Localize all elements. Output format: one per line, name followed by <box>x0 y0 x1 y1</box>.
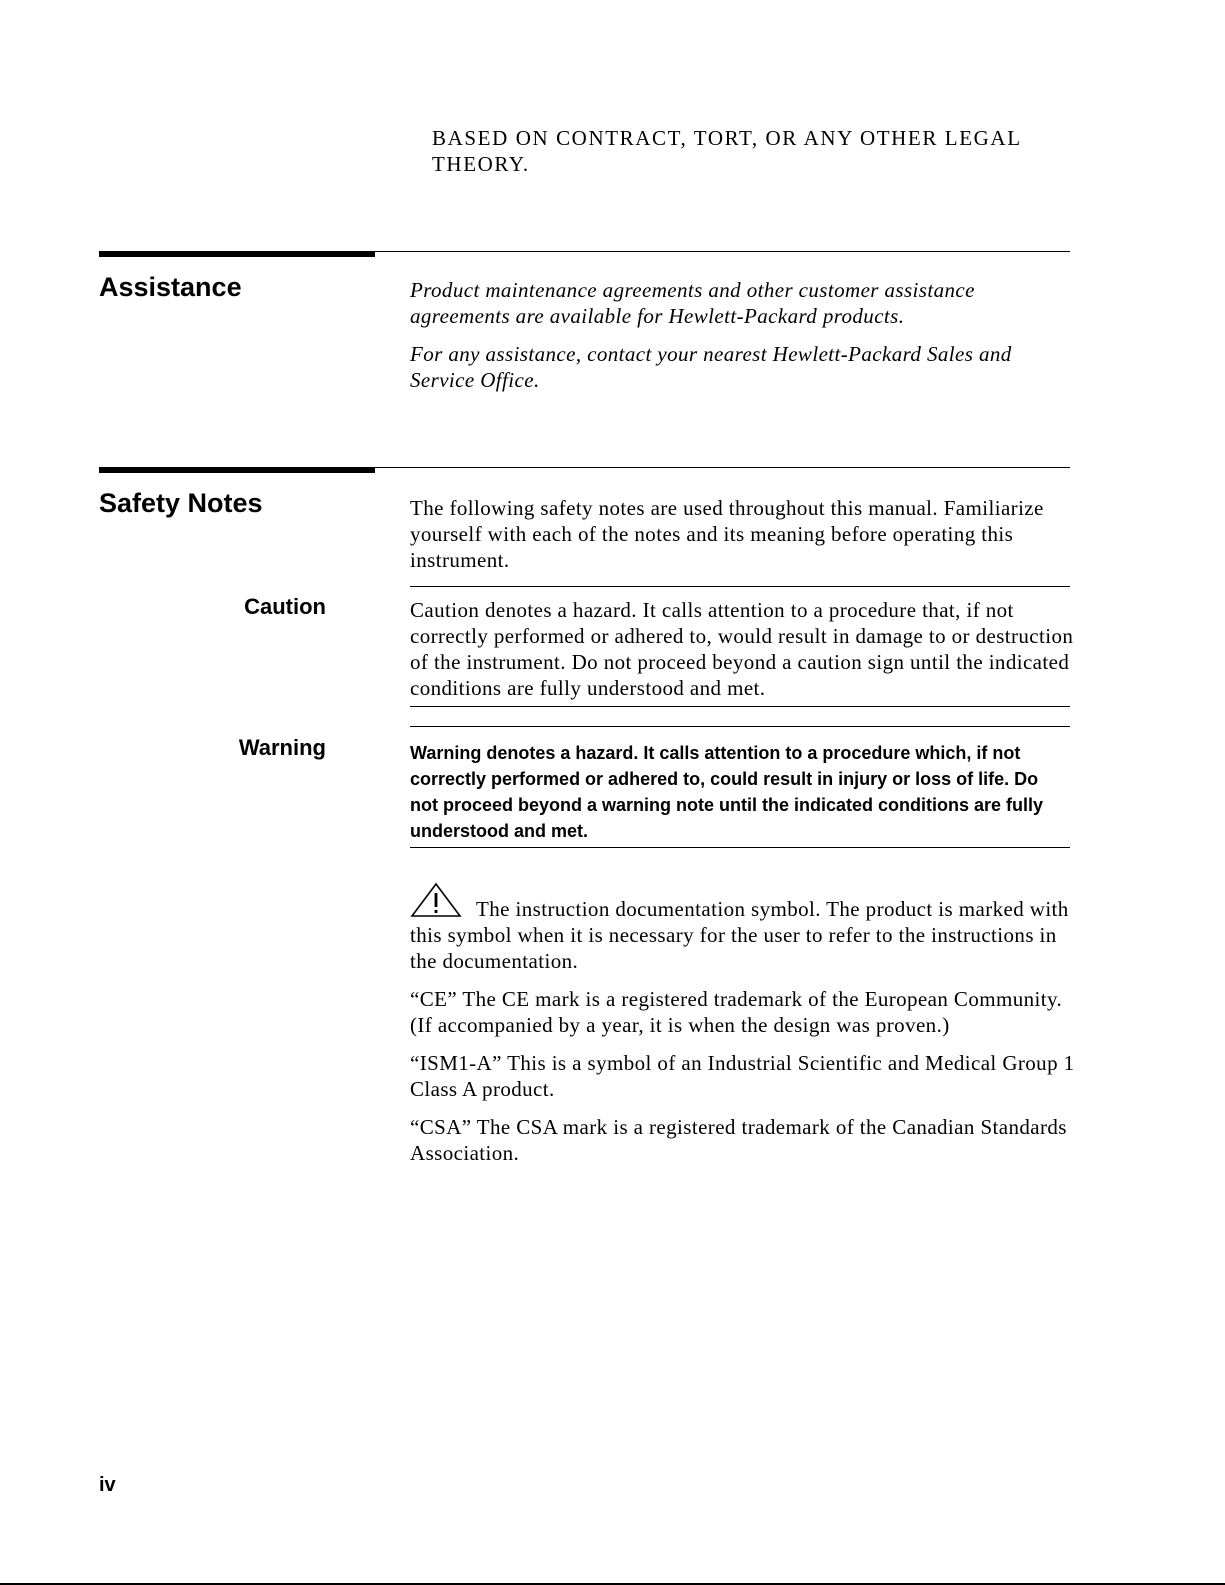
csa-mark-paragraph: “CSA” The CSA mark is a registered trademark of the Canadian Standards Association. <box>410 1115 1067 1165</box>
instruction-symbol-paragraph <box>410 882 1080 974</box>
ism-mark-paragraph: “ISM1-A” This is a symbol of an Industrial Scientific and Medical Group 1 Class A product. <box>410 1051 1075 1101</box>
safety-notes-intro: The following safety notes are used throughout this manual. Familiarize yourself with each of the notes and its meaning before operating this instrument. <box>410 496 1044 572</box>
caution-text: Caution denotes a hazard. It calls attention to a procedure that, if not correctly performed or adhered to, would result in damage to or destruction of the instrument. Do not proceed beyond a caution sign until the indicated conditions are fully understood and met. <box>410 598 1074 700</box>
legal-line-1: BASED ON CONTRACT, TORT, OR ANY OTHER LEGAL <box>432 126 1022 150</box>
safety-notes-heading: Safety Notes <box>99 488 263 518</box>
warning-rule-bottom <box>410 847 1070 848</box>
caution-rule-top <box>410 586 1070 587</box>
warning-rule-top <box>410 726 1070 727</box>
warning-text: Warning denotes a hazard. It calls attention to a procedure which, if not correctly performed or adhered to, could result in injury or loss of life. Do not proceed beyond a warning note until the indicated conditions are fully understood and met. <box>410 743 1044 841</box>
legal-line-2: THEORY. <box>432 152 530 176</box>
assistance-section-rule-thick <box>99 251 375 257</box>
page-number: iv <box>99 1474 116 1496</box>
warning-triangle-icon <box>410 882 462 918</box>
safety-section-rule-thick <box>99 467 375 473</box>
assistance-paragraph-2: For any assistance, contact your nearest Hewlett-Packard Sales and Service Office. <box>410 342 1012 392</box>
assistance-paragraph-1: Product maintenance agreements and other customer assistance agreements are available for Hewlett-Packard products. <box>410 278 975 328</box>
warning-label: Warning <box>238 735 326 760</box>
assistance-heading: Assistance <box>99 272 242 302</box>
legal-disclaimer-tail <box>432 125 1072 177</box>
caution-label: Caution <box>244 594 326 619</box>
assistance-body <box>410 277 1070 393</box>
ce-mark-paragraph: “CE” The CE mark is a registered trademark of the European Community. (If accompanied by a year, it is when the design was proven.) <box>410 987 1063 1037</box>
instruction-symbol-text: The instruction documentation symbol. The product is marked with this symbol when it is necessary for the user to refer to the instructions in the documentation. <box>410 897 1069 973</box>
symbols-explanations <box>410 882 1080 1166</box>
safety-section-rule-thin <box>375 467 1070 468</box>
assistance-section-rule-thin <box>375 251 1070 252</box>
caution-rule-bottom <box>410 706 1070 707</box>
